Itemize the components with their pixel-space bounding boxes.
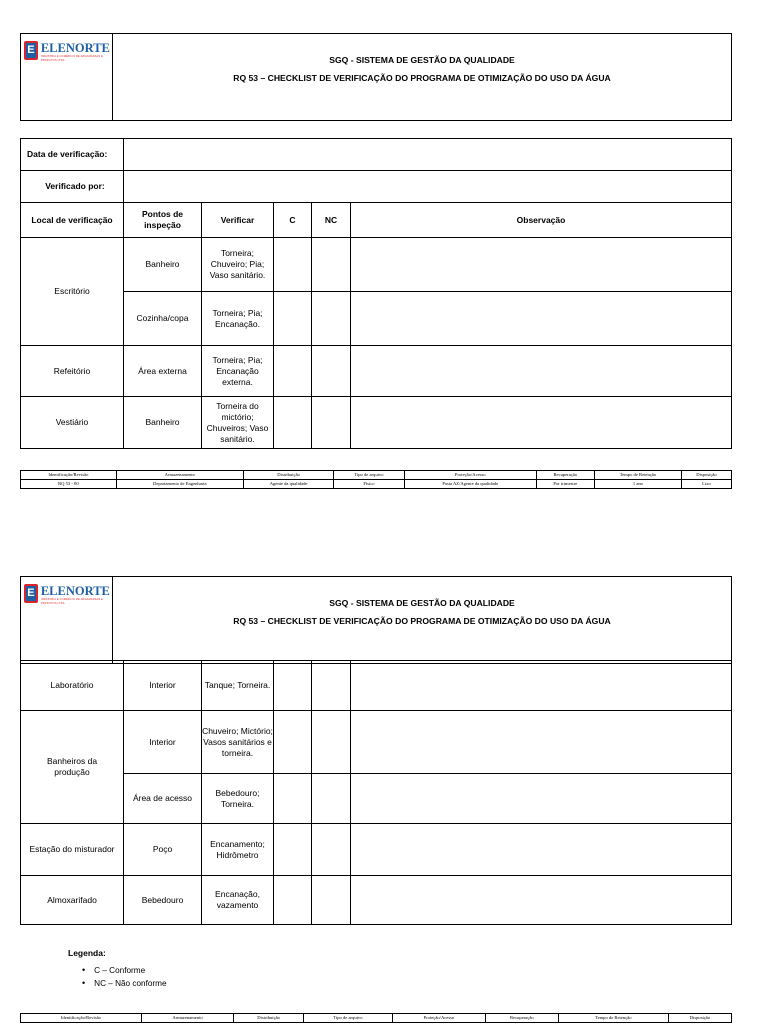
cell-point: Interior	[124, 711, 202, 774]
date-field[interactable]	[124, 139, 732, 171]
cell-point: Bebedouro	[124, 876, 202, 925]
cell-obs[interactable]	[351, 292, 732, 346]
brand-name: ELENORTE	[40, 584, 110, 598]
cell-local: Almoxarifado	[21, 876, 124, 925]
cell-c[interactable]	[274, 346, 312, 397]
control-header: Distribuição	[234, 1014, 304, 1023]
system-name: SGQ - SISTEMA DE GESTÃO DA QUALIDADE	[329, 598, 515, 608]
document-header	[20, 576, 732, 664]
cell-c[interactable]	[274, 824, 312, 876]
legend-item: • C – Conforme	[82, 964, 167, 977]
control-value: Físico	[334, 480, 404, 489]
cell-obs[interactable]	[351, 397, 732, 449]
cell-obs[interactable]	[351, 711, 732, 774]
control-header: Disposição	[668, 1014, 731, 1023]
control-header: Proteção/Acesso	[392, 1014, 485, 1023]
cell-local: Laboratório	[21, 661, 124, 711]
table-row	[21, 346, 732, 397]
cell-point: Área de acesso	[124, 774, 202, 824]
document-control-table	[20, 470, 732, 489]
cell-nc[interactable]	[312, 711, 351, 774]
header-title-cell	[113, 577, 732, 664]
cell-c[interactable]	[274, 397, 312, 449]
checklist-table	[20, 660, 732, 925]
cell-verify: Torneira; Pia; Encanação externa.	[202, 346, 274, 397]
cell-obs[interactable]	[351, 824, 732, 876]
system-name: SGQ - SISTEMA DE GESTÃO DA QUALIDADE	[329, 55, 515, 65]
cell-verify: Encanação, vazamento	[202, 876, 274, 925]
control-header-row	[21, 1014, 732, 1023]
legend	[68, 948, 167, 990]
verifier-label: Verificado por:	[21, 171, 124, 203]
cell-verify: Torneira; Chuveiro; Pia; Vaso sanitário.	[202, 238, 274, 292]
control-value: Por trimestre	[536, 480, 594, 489]
cell-verify: Tanque; Torneira.	[202, 661, 274, 711]
cell-nc[interactable]	[312, 292, 351, 346]
cell-obs[interactable]	[351, 661, 732, 711]
document-header	[20, 33, 732, 121]
cell-local: Vestiário	[21, 397, 124, 449]
date-label: Data de verificação:	[21, 139, 124, 171]
cell-obs[interactable]	[351, 346, 732, 397]
control-header: Tipo de arquivo	[334, 471, 404, 480]
control-header: Disposição	[682, 471, 732, 480]
cell-verify: Chuveiro; Mictório; Vasos sanitários e torneira.	[202, 711, 274, 774]
table-row	[21, 661, 732, 711]
control-header: Armazenamento	[116, 471, 243, 480]
table-row	[21, 774, 732, 824]
control-header: Armazenamento	[141, 1014, 233, 1023]
control-value-row	[21, 480, 732, 489]
cell-verify: Bebedouro; Torneira.	[202, 774, 274, 824]
control-header: Tempo de Retenção	[558, 1014, 668, 1023]
cell-nc[interactable]	[312, 774, 351, 824]
control-header-row	[21, 471, 732, 480]
cell-verify: Torneira; Pia; Encanação.	[202, 292, 274, 346]
cell-nc[interactable]	[312, 346, 351, 397]
cell-point: Cozinha/copa	[124, 292, 202, 346]
brand-tagline: INDÚSTRIA E COMÉRCIO DE ARGAMASSAS E PRODUTOS LTDA	[40, 55, 104, 62]
control-header: Tempo de Retenção	[594, 471, 681, 480]
col-header-verify: Verificar	[202, 203, 274, 238]
table-row	[21, 876, 732, 925]
document-title: RQ 53 – CHECKLIST DE VERIFICAÇÃO DO PROGRAMA DE OTIMIZAÇÃO DO USO DA ÁGUA	[233, 73, 611, 83]
control-header: Tipo de arquivo	[304, 1014, 393, 1023]
cell-nc[interactable]	[312, 397, 351, 449]
cell-obs[interactable]	[351, 876, 732, 925]
control-header: Identificação/Revisão	[21, 1014, 142, 1023]
cell-c[interactable]	[274, 711, 312, 774]
header-title-cell	[113, 34, 732, 121]
table-row	[21, 292, 732, 346]
control-header: Recuperação	[536, 471, 594, 480]
cell-nc[interactable]	[312, 824, 351, 876]
company-logo	[24, 41, 112, 63]
cell-nc[interactable]	[312, 238, 351, 292]
control-header: Recuperação	[485, 1014, 558, 1023]
control-value: 1 ano	[594, 480, 681, 489]
table-row	[21, 824, 732, 876]
col-header-nc: NC	[312, 203, 351, 238]
company-logo	[24, 584, 112, 606]
cell-obs[interactable]	[351, 774, 732, 824]
control-value: RQ 53 - 00	[21, 480, 117, 489]
logo-cell	[21, 34, 113, 121]
control-header: Distribuição	[243, 471, 333, 480]
control-value: Departamento de Engenharia	[116, 480, 243, 489]
page-2	[0, 560, 768, 1024]
col-header-obs: Observação	[351, 203, 732, 238]
control-header: Identificação/Revisão	[21, 471, 117, 480]
legend-item: • NC – Não conforme	[82, 977, 167, 990]
cell-point: Banheiro	[124, 238, 202, 292]
brand-tagline: INDÚSTRIA E COMÉRCIO DE ARGAMASSAS E PRODUTOS LTDA	[40, 598, 104, 605]
col-header-points: Pontos de inspeção	[124, 203, 202, 238]
cell-c[interactable]	[274, 661, 312, 711]
logo-mark-icon: E	[24, 41, 38, 60]
cell-verify: Torneira do mictório; Chuveiros; Vaso sanitário.	[202, 397, 274, 449]
control-value: Pasta AZ/Agente da qualidade	[404, 480, 536, 489]
col-header-c: C	[274, 203, 312, 238]
cell-point: Interior	[124, 661, 202, 711]
document-control-table	[20, 1013, 732, 1023]
page-1	[0, 0, 768, 510]
logo-mark-icon: E	[24, 584, 38, 603]
checklist-table	[20, 138, 732, 449]
cell-c[interactable]	[274, 238, 312, 292]
cell-obs[interactable]	[351, 238, 732, 292]
control-value: Agente da qualidade	[243, 480, 333, 489]
cell-c[interactable]	[274, 292, 312, 346]
control-value: Lixo	[682, 480, 732, 489]
legend-title: Legenda:	[68, 948, 106, 958]
table-row	[21, 238, 732, 292]
control-header: Proteção/Acesso	[404, 471, 536, 480]
table-row	[21, 397, 732, 449]
cell-local: Estação do misturador	[21, 824, 124, 876]
cell-point: Área externa	[124, 346, 202, 397]
cell-nc[interactable]	[312, 876, 351, 925]
cell-nc[interactable]	[312, 661, 351, 711]
brand-name: ELENORTE	[40, 41, 110, 55]
cell-point: Poço	[124, 824, 202, 876]
col-header-local: Local de verificação	[21, 203, 124, 238]
verifier-field[interactable]	[124, 171, 732, 203]
table-row	[21, 711, 732, 774]
cell-local: Escritório	[21, 238, 124, 346]
cell-c[interactable]	[274, 774, 312, 824]
cell-point: Banheiro	[124, 397, 202, 449]
cell-local: Banheiros da produção	[21, 711, 124, 824]
document-title: RQ 53 – CHECKLIST DE VERIFICAÇÃO DO PROGRAMA DE OTIMIZAÇÃO DO USO DA ÁGUA	[233, 616, 611, 626]
logo-cell	[21, 577, 113, 664]
cell-verify: Encanamento; Hidrômetro	[202, 824, 274, 876]
cell-local: Refeitório	[21, 346, 124, 397]
cell-c[interactable]	[274, 876, 312, 925]
